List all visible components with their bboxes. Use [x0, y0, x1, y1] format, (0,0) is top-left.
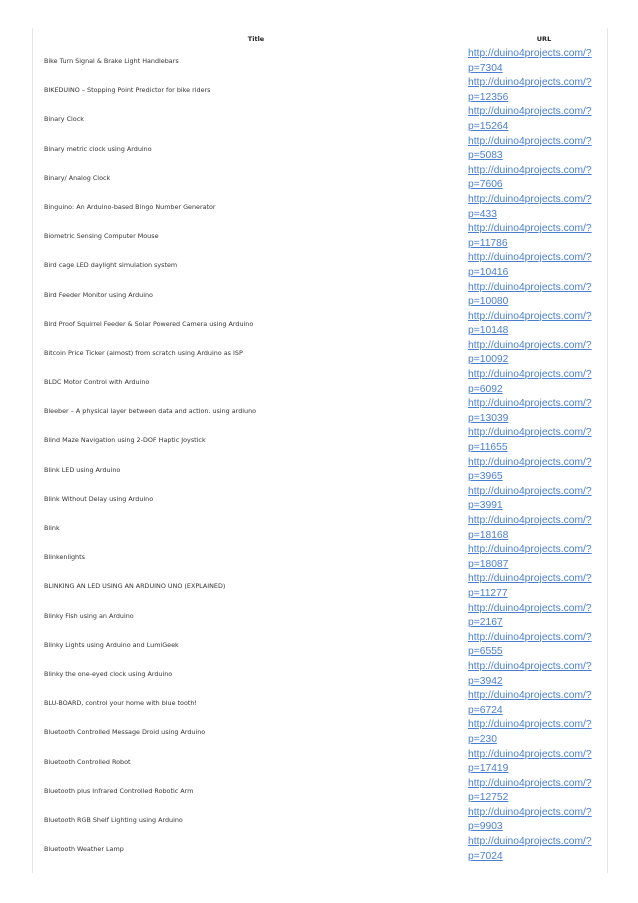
url-line-1: http://duino4projects.com/? — [468, 398, 592, 410]
project-url-link[interactable] — [468, 135, 608, 164]
url-line-2: p=13039 — [468, 412, 509, 424]
project-title: Bluetooth plus Infrared Controlled Robotic Arm — [44, 786, 194, 795]
url-line-2: p=10092 — [468, 354, 509, 366]
column-header-title: Title — [247, 35, 265, 43]
url-line-2: p=3991 — [468, 500, 503, 512]
url-line-2: p=6092 — [468, 383, 503, 395]
project-url-link[interactable] — [468, 689, 608, 718]
project-title: Binary Clock — [44, 115, 84, 124]
project-title: Bird Proof Squirrel Feeder & Solar Powered Camera using Arduino — [44, 319, 254, 328]
project-url-link[interactable] — [468, 543, 608, 572]
table-row — [33, 251, 607, 280]
url-line-2: p=15264 — [468, 120, 509, 132]
project-url-link[interactable] — [468, 835, 608, 864]
url-line-1: http://duino4projects.com/? — [468, 164, 592, 176]
project-url-link[interactable] — [468, 339, 608, 368]
url-line-2: p=11277 — [468, 587, 508, 599]
project-url-link[interactable] — [468, 76, 608, 105]
project-title: Bluetooth Weather Lamp — [44, 845, 124, 854]
url-line-2: p=2167 — [468, 617, 503, 629]
url-line-2: p=3942 — [468, 675, 503, 687]
table-body — [33, 47, 607, 864]
project-title: Bike Turn Signal & Brake Light Handlebars — [44, 57, 179, 65]
url-line-1: http://duino4projects.com/? — [468, 719, 592, 731]
project-url-link[interactable] — [468, 572, 608, 601]
column-header-url: URL — [536, 35, 552, 43]
project-url-link[interactable] — [468, 193, 608, 222]
table-header — [33, 28, 607, 47]
project-url-link[interactable] — [468, 397, 608, 426]
project-title: Bird Feeder Monitor using Arduino — [44, 290, 153, 299]
url-line-2: p=7606 — [468, 179, 503, 191]
project-url-link[interactable] — [468, 485, 608, 514]
table-row — [33, 777, 607, 806]
url-line-1: http://duino4projects.com/? — [468, 515, 592, 526]
project-url-link[interactable] — [468, 602, 608, 631]
table-row — [33, 806, 607, 835]
url-line-2: p=11786 — [468, 237, 508, 249]
url-line-1: http://duino4projects.com/? — [468, 690, 592, 702]
project-title: Bluetooth RGB Shelf Lighting using Arduino — [44, 815, 183, 824]
project-title: Binary/ Analog Clock — [44, 173, 111, 182]
url-line-2: p=10148 — [468, 325, 509, 337]
table-row — [33, 76, 607, 105]
project-title: BLDC Motor Control with Arduino — [44, 378, 150, 387]
url-line-2: p=5083 — [468, 150, 503, 162]
url-line-2: p=17419 — [468, 763, 509, 775]
project-url-link[interactable] — [468, 777, 608, 806]
url-line-2: p=10416 — [468, 266, 509, 278]
url-line-1: http://duino4projects.com/? — [468, 748, 592, 760]
project-title: Blinkenlights — [44, 553, 85, 562]
table-row — [33, 164, 607, 193]
table-row — [33, 135, 607, 164]
url-line-2: p=12752 — [468, 792, 509, 804]
table-row — [33, 193, 607, 222]
url-line-1: http://duino4projects.com/? — [468, 135, 592, 147]
project-url-link[interactable] — [468, 456, 608, 485]
url-line-2: p=11655 — [468, 442, 508, 454]
url-line-1: http://duino4projects.com/? — [468, 660, 592, 672]
project-title: BLU-BOARD, control your home with blue tooth! — [44, 699, 197, 708]
project-title: Blink LED using Arduino — [44, 465, 121, 474]
project-url-link[interactable] — [468, 105, 608, 134]
table-row — [33, 689, 607, 718]
project-url-link[interactable] — [468, 426, 608, 455]
url-line-2: p=18168 — [468, 529, 509, 541]
project-title: Bleeber – A physical layer between data and action. using ardiuno — [44, 407, 257, 416]
table-row — [33, 281, 607, 310]
url-line-1: http://duino4projects.com/? — [468, 427, 592, 439]
project-url-link[interactable] — [468, 281, 608, 310]
project-url-link[interactable] — [468, 631, 608, 660]
project-url-link[interactable] — [468, 222, 608, 251]
project-title: Blink Without Delay using Arduino — [44, 494, 154, 503]
url-line-1: http://duino4projects.com/? — [468, 281, 592, 293]
table-row — [33, 631, 607, 660]
project-title: Blinky Fish using an Arduino — [44, 611, 134, 620]
project-title: Blind Maze Navigation using 2-DOF Haptic Joystick — [44, 436, 206, 445]
url-line-1: http://duino4projects.com/? — [468, 777, 592, 789]
url-line-2: p=7304 — [468, 62, 503, 74]
url-line-1: http://duino4projects.com/? — [468, 456, 592, 468]
project-title: Binguino: An Arduino-based Bingo Number Generator — [44, 202, 216, 211]
table-row — [33, 835, 607, 864]
project-title: BIKEDUINO – Stopping Point Predictor for bike riders — [44, 86, 211, 95]
url-line-1: http://duino4projects.com/? — [468, 223, 592, 235]
project-title: Blink — [44, 524, 60, 532]
table-row — [33, 397, 607, 426]
url-line-2: p=18087 — [468, 558, 509, 570]
table-row — [33, 602, 607, 631]
project-title: Binary metric clock using Arduino — [44, 144, 152, 153]
url-line-2: p=230 — [468, 733, 497, 745]
url-line-1: http://duino4projects.com/? — [468, 193, 592, 205]
project-url-link[interactable] — [468, 514, 608, 543]
url-line-2: p=433 — [468, 208, 497, 220]
table-row — [33, 718, 607, 747]
project-url-link[interactable] — [468, 47, 608, 76]
table-row — [33, 47, 607, 76]
table-row — [33, 222, 607, 251]
url-line-1: http://duino4projects.com/? — [468, 252, 592, 264]
table-row — [33, 339, 607, 368]
project-title: Biometric Sensing Computer Mouse — [44, 232, 159, 241]
url-line-1: http://duino4projects.com/? — [468, 544, 592, 556]
table-row — [33, 426, 607, 455]
project-url-link[interactable] — [468, 368, 608, 397]
table-row — [33, 310, 607, 339]
project-title: Bird cage LED daylight simulation system — [44, 261, 178, 270]
table-row — [33, 543, 607, 572]
url-line-2: p=3965 — [468, 471, 503, 483]
url-line-2: p=10080 — [468, 296, 509, 308]
url-line-1: http://duino4projects.com/? — [468, 77, 592, 89]
url-line-1: http://duino4projects.com/? — [468, 339, 592, 351]
url-line-1: http://duino4projects.com/? — [468, 631, 592, 643]
url-line-1: http://duino4projects.com/? — [468, 48, 592, 59]
project-title: Bluetooth Controlled Message Droid using Arduino — [44, 728, 206, 737]
url-line-1: http://duino4projects.com/? — [468, 106, 592, 118]
url-line-2: p=9903 — [468, 821, 503, 833]
url-line-1: http://duino4projects.com/? — [468, 485, 592, 497]
url-line-1: http://duino4projects.com/? — [468, 602, 592, 614]
project-url-link[interactable] — [468, 251, 608, 280]
projects-table — [32, 28, 608, 873]
project-title: Bitcoin Price Ticker (almost) from scratch using Arduino as ISP — [44, 348, 243, 357]
project-url-link[interactable] — [468, 310, 608, 339]
url-line-1: http://duino4projects.com/? — [468, 836, 592, 848]
url-line-1: http://duino4projects.com/? — [468, 310, 592, 322]
table-row — [33, 514, 607, 543]
project-url-link[interactable] — [468, 718, 608, 747]
project-url-link[interactable] — [468, 748, 608, 777]
url-line-2: p=7024 — [468, 850, 503, 862]
table-row — [33, 456, 607, 485]
url-line-2: p=12356 — [468, 91, 509, 103]
project-url-link[interactable] — [468, 806, 608, 835]
project-title: Blinky Lights using Arduino and LumiGeek — [44, 640, 179, 649]
table-row — [33, 485, 607, 514]
project-title: Bluetooth Controlled Robot — [44, 757, 131, 766]
url-line-1: http://duino4projects.com/? — [468, 806, 592, 818]
table-row — [33, 368, 607, 397]
url-line-2: p=6724 — [468, 704, 503, 716]
url-line-1: http://duino4projects.com/? — [468, 369, 592, 381]
table-row — [33, 660, 607, 689]
project-url-link[interactable] — [468, 164, 608, 193]
table-row — [33, 105, 607, 134]
table-row — [33, 572, 607, 601]
table-row — [33, 748, 607, 777]
url-line-1: http://duino4projects.com/? — [468, 573, 592, 585]
project-title: Blinky the one-eyed clock using Arduino — [44, 669, 173, 678]
project-url-link[interactable] — [468, 660, 608, 689]
url-line-2: p=6555 — [468, 646, 503, 658]
project-title: BLINKING AN LED USING AN ARDUINO UNO (EXPLAINED) — [44, 582, 226, 591]
